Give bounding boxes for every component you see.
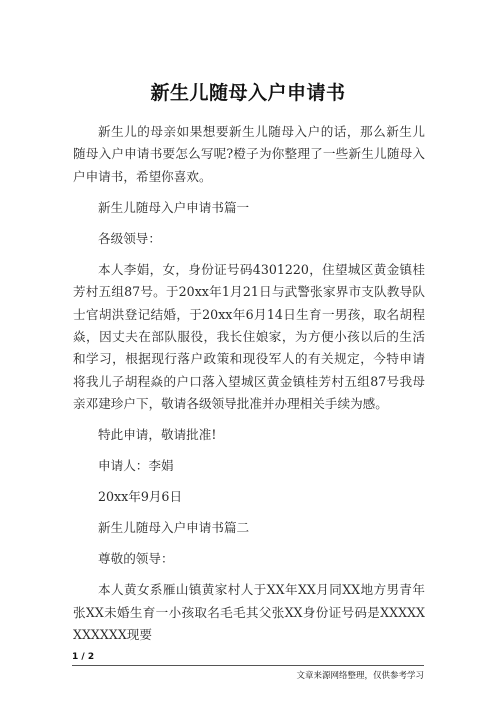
intro-paragraph: 新生儿的母亲如果想要新生儿随母入户的话，那么新生儿随母入户申请书要怎么写呢?橙子为你整理了一些新生儿随母入户申请书，希望你喜欢。: [73, 124, 425, 184]
section-heading-1: 新生儿随母入户申请书篇一: [98, 199, 250, 215]
document-title: 新生儿随母入户申请书: [150, 82, 346, 104]
source-note: 文章来源网络整理，仅供参考学习: [296, 671, 424, 681]
body-paragraph-1: 本人李娟，女，身份证号码4301220，住望城区黄金镇桂芳村五组87号。于20xx年1月21日与武警张家界市支队教导队士官胡洪登记结婚，于20xx年6月14日生育一男孩，取名胡程焱，因丈夫在部队服役，我长住娘家，为方便小孩以后的生活和学习，根据现行落户政策和现役军人的有关规定，今特申请将我儿子胡程焱的户口落入望城区黄金镇桂芳村五组87号我母亲邓建珍户下，敬请各级领导批准并办理相关手续为感。: [73, 261, 425, 412]
footer-divider: [72, 665, 424, 666]
application-date: 20xx年9月6日: [98, 489, 183, 505]
page-number: 1 / 2: [72, 652, 95, 662]
document-body: [73, 121, 425, 655]
applicant-signature: 申请人：李娟: [98, 458, 174, 474]
closing-request: 特此申请，敬请批准!: [98, 427, 217, 443]
salutation-1: 各级领导：: [98, 230, 161, 246]
salutation-2: 尊敬的领导：: [98, 551, 174, 567]
body-paragraph-2: 本人黄女系雁山镇黄家村人于XX年XX月同XX地方男青年张XX未婚生育一小孩取名毛毛其父张XX身份证号码是XXXXXXXXXXX现要: [73, 582, 425, 643]
section-heading-2: 新生儿随母入户申请书篇二: [98, 520, 250, 536]
